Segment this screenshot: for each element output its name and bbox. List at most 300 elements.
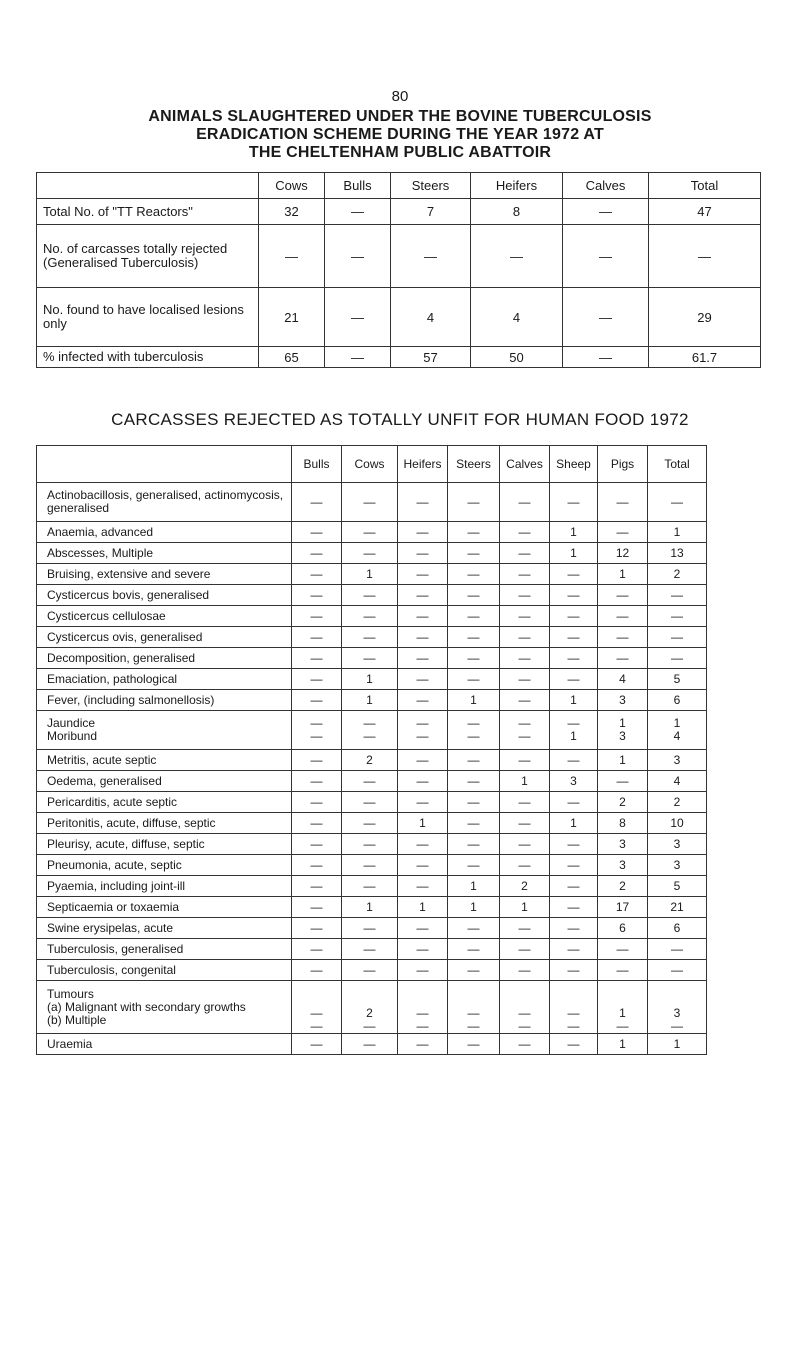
table-cell: — (398, 1034, 448, 1055)
table-row (37, 897, 707, 918)
table-cell: 1 (598, 564, 648, 585)
table-cell: — (598, 939, 648, 960)
table-cell: — (398, 606, 448, 627)
table-cell (500, 711, 550, 750)
table-cell: — (292, 669, 342, 690)
table-cell: — (550, 750, 598, 771)
table-cell: — (563, 347, 649, 368)
row-label: Cysticercus cellulosae (37, 606, 292, 627)
row-label: % infected with tuberculosis (37, 347, 259, 368)
table-cell: — (292, 855, 342, 876)
table-cell: — (292, 627, 342, 648)
table-cell-line: — (363, 716, 376, 730)
table-cell: — (292, 585, 342, 606)
table-cell: — (500, 1034, 550, 1055)
table-cell: — (342, 792, 398, 813)
table-cell: — (292, 918, 342, 939)
table-cell: — (398, 669, 448, 690)
table-cell (648, 981, 707, 1034)
table-cell: — (342, 834, 398, 855)
table-cell: — (398, 585, 448, 606)
table-cell-line: — (467, 729, 480, 743)
table-cell: 2 (648, 792, 707, 813)
table-cell: 21 (648, 897, 707, 918)
table-cell: — (448, 627, 500, 648)
row-label: Pericarditis, acute septic (37, 792, 292, 813)
table-cell-line: — (518, 1006, 531, 1020)
table-cell: 3 (550, 771, 598, 792)
header-cell: Total (648, 446, 707, 483)
table-cell: — (292, 960, 342, 981)
table-cell: — (325, 288, 391, 347)
table-cell: — (342, 483, 398, 522)
table-row (37, 855, 707, 876)
table-cell: — (550, 897, 598, 918)
table-cell (598, 711, 648, 750)
table-cell: 1 (648, 1034, 707, 1055)
table-cell: 12 (598, 543, 648, 564)
table-cell: 2 (598, 876, 648, 897)
table-cell: — (500, 834, 550, 855)
table-cell: — (342, 876, 398, 897)
header-cell: Total (649, 173, 761, 199)
table-cell: — (649, 225, 761, 288)
table-cell: — (292, 483, 342, 522)
row-label: Bruising, extensive and severe (37, 564, 292, 585)
table-cell: 13 (648, 543, 707, 564)
title-line-2: ERADICATION SCHEME DURING THE YEAR 1972 AT (196, 126, 604, 143)
table-cell: 2 (648, 564, 707, 585)
table-cell: — (500, 627, 550, 648)
table-cell: — (448, 855, 500, 876)
table-cell: — (342, 1034, 398, 1055)
table-cell: — (598, 585, 648, 606)
table-cell: 4 (648, 771, 707, 792)
title-line-3: THE CHELTENHAM PUBLIC ABATTOIR (248, 144, 552, 161)
table-cell (598, 981, 648, 1034)
table-cell-line: — (518, 716, 531, 730)
table-cell: — (550, 627, 598, 648)
table-row (37, 522, 707, 543)
table-cell: 50 (471, 347, 563, 368)
table-cell: — (500, 960, 550, 981)
table-cell: — (448, 792, 500, 813)
header-cell: Pigs (598, 446, 648, 483)
table-cell: — (448, 960, 500, 981)
table-cell-line: 1 (619, 1006, 626, 1020)
row-label: Decomposition, generalised (37, 648, 292, 669)
table-cell: — (448, 1034, 500, 1055)
table-cell: — (648, 648, 707, 669)
table-row (37, 585, 707, 606)
row-label-line: (b) Multiple (47, 1012, 107, 1027)
page-number: 80 (391, 88, 409, 105)
reactors-table (36, 172, 761, 368)
row-label: Pyaemia, including joint-ill (37, 876, 292, 897)
table-row (37, 288, 761, 347)
row-label: Cysticercus bovis, generalised (37, 585, 292, 606)
table-cell: — (398, 855, 448, 876)
table-cell: — (500, 918, 550, 939)
table-cell: 1 (342, 690, 398, 711)
table-cell: — (448, 585, 500, 606)
table-cell: — (342, 522, 398, 543)
table-cell: — (448, 543, 500, 564)
row-label: No. found to have localised lesions only (37, 288, 259, 347)
table-cell: — (448, 606, 500, 627)
table-cell: 6 (648, 918, 707, 939)
table-cell (292, 981, 342, 1034)
header-cell: Cows (259, 173, 325, 199)
table-cell: 47 (649, 199, 761, 225)
table-cell: — (292, 750, 342, 771)
row-label: Metritis, acute septic (37, 750, 292, 771)
table-cell: 6 (648, 690, 707, 711)
table-cell: — (342, 585, 398, 606)
row-label (37, 711, 292, 750)
table-cell: — (500, 585, 550, 606)
table-cell: 1 (448, 876, 500, 897)
table-cell: — (550, 483, 598, 522)
table-cell: 1 (342, 564, 398, 585)
table-cell: 3 (648, 834, 707, 855)
table-cell: 32 (259, 199, 325, 225)
page-title (40, 108, 760, 162)
table-cell: — (398, 564, 448, 585)
header-cell: Heifers (398, 446, 448, 483)
table-cell: 1 (448, 897, 500, 918)
table-cell-line: — (416, 1006, 429, 1020)
table-row (37, 750, 707, 771)
table-row (37, 771, 707, 792)
table-cell: — (325, 199, 391, 225)
table-row (37, 648, 707, 669)
table-cell-line: — (310, 1006, 323, 1020)
rejected-carcasses-table (36, 445, 707, 1055)
table-cell: — (550, 564, 598, 585)
table-cell: 1 (550, 813, 598, 834)
table-cell (448, 981, 500, 1034)
table-cell: — (292, 792, 342, 813)
table-cell: — (448, 918, 500, 939)
table-cell: — (448, 522, 500, 543)
table-cell: — (550, 960, 598, 981)
table-cell-line: 2 (366, 1006, 373, 1020)
table-cell-line: 1 (673, 716, 681, 730)
table-cell: 3 (648, 750, 707, 771)
table-cell: — (398, 834, 448, 855)
table-cell: — (448, 834, 500, 855)
table-cell: 1 (550, 543, 598, 564)
table-cell (550, 711, 598, 750)
section-title: CARCASSES REJECTED AS TOTALLY UNFIT FOR HUMAN FOOD 1972 (111, 410, 689, 429)
header-cell: Calves (500, 446, 550, 483)
table-cell (500, 981, 550, 1034)
table-cell-line: 4 (673, 729, 681, 743)
header-cell: Steers (391, 173, 471, 199)
table-cell: — (448, 813, 500, 834)
table-row (37, 627, 707, 648)
table-cell: — (448, 483, 500, 522)
row-label-line: Tumours (47, 986, 94, 1001)
header-cell: Bulls (325, 173, 391, 199)
row-label: Peritonitis, acute, diffuse, septic (37, 813, 292, 834)
table-cell-line: — (416, 716, 429, 730)
table-cell: — (550, 792, 598, 813)
row-label-line: (a) Malignant with secondary growths (47, 999, 246, 1014)
table-header-row (37, 446, 707, 483)
table-cell: — (550, 855, 598, 876)
row-label: Pneumonia, acute, septic (37, 855, 292, 876)
table-row (37, 813, 707, 834)
table-cell: 3 (648, 855, 707, 876)
table-cell: — (550, 834, 598, 855)
table-cell: 2 (598, 792, 648, 813)
table-cell: — (398, 750, 448, 771)
table-cell: 3 (598, 834, 648, 855)
table-body (37, 483, 707, 1055)
table-cell: 29 (649, 288, 761, 347)
table-cell: 21 (259, 288, 325, 347)
table-cell: — (398, 543, 448, 564)
table-cell: 5 (648, 876, 707, 897)
table-cell: 8 (471, 199, 563, 225)
table-cell: — (325, 347, 391, 368)
table-cell: — (598, 771, 648, 792)
row-label: Actinobacillosis, generalised, actinomycosis, generalised (37, 483, 292, 522)
table-cell: — (648, 606, 707, 627)
table-row (37, 225, 761, 288)
table-cell: 2 (500, 876, 550, 897)
table-cell (292, 711, 342, 750)
table-cell: 4 (598, 669, 648, 690)
table-cell: — (471, 225, 563, 288)
table-cell-line: — (567, 716, 580, 730)
row-label: Tuberculosis, congenital (37, 960, 292, 981)
table-cell: 5 (648, 669, 707, 690)
table-cell (648, 711, 707, 750)
table-cell: 1 (398, 897, 448, 918)
table-cell: — (398, 918, 448, 939)
table-cell-line: — (616, 1019, 629, 1033)
table-row (37, 1034, 707, 1055)
table-cell: — (500, 855, 550, 876)
table-row (37, 792, 707, 813)
table-cell: — (342, 648, 398, 669)
table-cell: — (500, 792, 550, 813)
table-cell: — (500, 690, 550, 711)
table-cell-line: — (363, 729, 376, 743)
table-cell-line: — (567, 1006, 580, 1020)
table-cell: — (448, 669, 500, 690)
table-cell-line: — (518, 729, 531, 743)
table-cell: — (398, 522, 448, 543)
table-cell: — (500, 606, 550, 627)
table-cell: 1 (550, 690, 598, 711)
table-cell: — (292, 564, 342, 585)
table-row (37, 876, 707, 897)
table-cell: — (292, 606, 342, 627)
table-cell: 4 (471, 288, 563, 347)
table-row (37, 711, 707, 750)
table-cell: — (550, 918, 598, 939)
table-cell: — (342, 771, 398, 792)
table-cell: — (500, 522, 550, 543)
table-cell: — (292, 522, 342, 543)
table-cell: — (500, 648, 550, 669)
table-cell: 1 (398, 813, 448, 834)
table-cell: — (550, 648, 598, 669)
table-cell-line: 1 (570, 729, 577, 743)
row-label-line: Moribund (47, 729, 98, 743)
table-cell: 1 (550, 522, 598, 543)
table-cell-line: — (671, 1019, 683, 1033)
header-cell: Bulls (292, 446, 342, 483)
table-cell: — (292, 834, 342, 855)
row-label: Fever, (including salmonellosis) (37, 690, 292, 711)
table-cell: — (448, 564, 500, 585)
row-label: Tuberculosis, generalised (37, 939, 292, 960)
table-cell: 57 (391, 347, 471, 368)
table-cell: 8 (598, 813, 648, 834)
header-cell: Sheep (550, 446, 598, 483)
table-cell: — (500, 543, 550, 564)
table-cell: — (292, 771, 342, 792)
table-cell: — (398, 792, 448, 813)
table-cell: — (292, 939, 342, 960)
row-label: No. of carcasses totally rejected (Generalised Tuberculosis) (37, 225, 259, 288)
table-cell (398, 981, 448, 1034)
table-cell: — (500, 750, 550, 771)
table-cell: — (292, 648, 342, 669)
table-cell (398, 711, 448, 750)
table-cell: — (500, 669, 550, 690)
table-cell: — (500, 483, 550, 522)
table-cell: 1 (500, 771, 550, 792)
table-cell: — (292, 876, 342, 897)
table-cell: — (648, 483, 707, 522)
table-cell: — (398, 627, 448, 648)
table-cell: 2 (342, 750, 398, 771)
table-cell: 7 (391, 199, 471, 225)
row-label (37, 981, 292, 1034)
table-cell: — (550, 606, 598, 627)
table-cell: — (598, 522, 648, 543)
table-cell: — (342, 606, 398, 627)
table-cell-line: — (467, 1006, 480, 1020)
table-row (37, 960, 707, 981)
table-cell: — (648, 939, 707, 960)
table-row (37, 199, 761, 225)
table-cell (550, 981, 598, 1034)
table-cell: — (648, 960, 707, 981)
table-row (37, 669, 707, 690)
table-cell-line: — (310, 716, 323, 730)
table-row (37, 981, 707, 1034)
row-label: Total No. of "TT Reactors" (37, 199, 259, 225)
table-cell: — (500, 813, 550, 834)
table-cell: — (448, 648, 500, 669)
table-row (37, 606, 707, 627)
table-cell: 1 (342, 669, 398, 690)
table-header-row (37, 173, 761, 199)
table-cell: — (598, 627, 648, 648)
table-cell: — (563, 288, 649, 347)
table-cell-line: — (567, 1019, 580, 1033)
table-cell: — (563, 225, 649, 288)
table-cell: — (292, 813, 342, 834)
table-cell: — (550, 876, 598, 897)
table-cell: — (550, 939, 598, 960)
row-label: Oedema, generalised (37, 771, 292, 792)
table-cell: — (398, 648, 448, 669)
row-label: Septicaemia or toxaemia (37, 897, 292, 918)
table-cell: — (398, 483, 448, 522)
table-cell: — (598, 960, 648, 981)
table-cell: — (398, 876, 448, 897)
header-cell: Calves (563, 173, 649, 199)
table-cell: — (292, 543, 342, 564)
table-cell-line: — (467, 1019, 480, 1033)
table-cell: — (342, 855, 398, 876)
table-cell: — (398, 690, 448, 711)
table-row (37, 834, 707, 855)
table-row (37, 347, 761, 368)
table-cell-line: — (467, 716, 480, 730)
table-cell: — (648, 627, 707, 648)
table-cell: — (563, 199, 649, 225)
table-cell: — (448, 750, 500, 771)
table-cell: 1 (598, 750, 648, 771)
row-label: Cysticercus ovis, generalised (37, 627, 292, 648)
table-cell: 3 (598, 690, 648, 711)
header-cell: Cows (342, 446, 398, 483)
table-cell: — (500, 939, 550, 960)
table-cell: — (342, 918, 398, 939)
table-cell-line: — (416, 729, 429, 743)
table-cell: — (398, 771, 448, 792)
table-cell: — (342, 960, 398, 981)
table-cell-line: — (518, 1019, 531, 1033)
header-cell: Steers (448, 446, 500, 483)
table-cell: 4 (391, 288, 471, 347)
table-cell: — (550, 1034, 598, 1055)
row-label: Emaciation, pathological (37, 669, 292, 690)
table-cell: 10 (648, 813, 707, 834)
table-cell: — (550, 669, 598, 690)
header-cell (37, 446, 292, 483)
table-cell: — (500, 564, 550, 585)
table-cell: — (448, 771, 500, 792)
row-label-line: Jaundice (47, 716, 96, 730)
table-cell-line: 3 (673, 1006, 681, 1020)
table-cell-line: 1 (619, 716, 626, 730)
table-cell: 61.7 (649, 347, 761, 368)
table-cell: 1 (448, 690, 500, 711)
table-cell: — (292, 1034, 342, 1055)
table-cell: 1 (342, 897, 398, 918)
table-cell-line: — (363, 1019, 376, 1033)
table-row (37, 483, 707, 522)
row-label: Abscesses, Multiple (37, 543, 292, 564)
row-label: Anaemia, advanced (37, 522, 292, 543)
table-cell: — (648, 585, 707, 606)
table-row (37, 918, 707, 939)
header-cell (37, 173, 259, 199)
table-cell: — (448, 939, 500, 960)
table-cell: — (342, 627, 398, 648)
table-cell: 1 (598, 1034, 648, 1055)
